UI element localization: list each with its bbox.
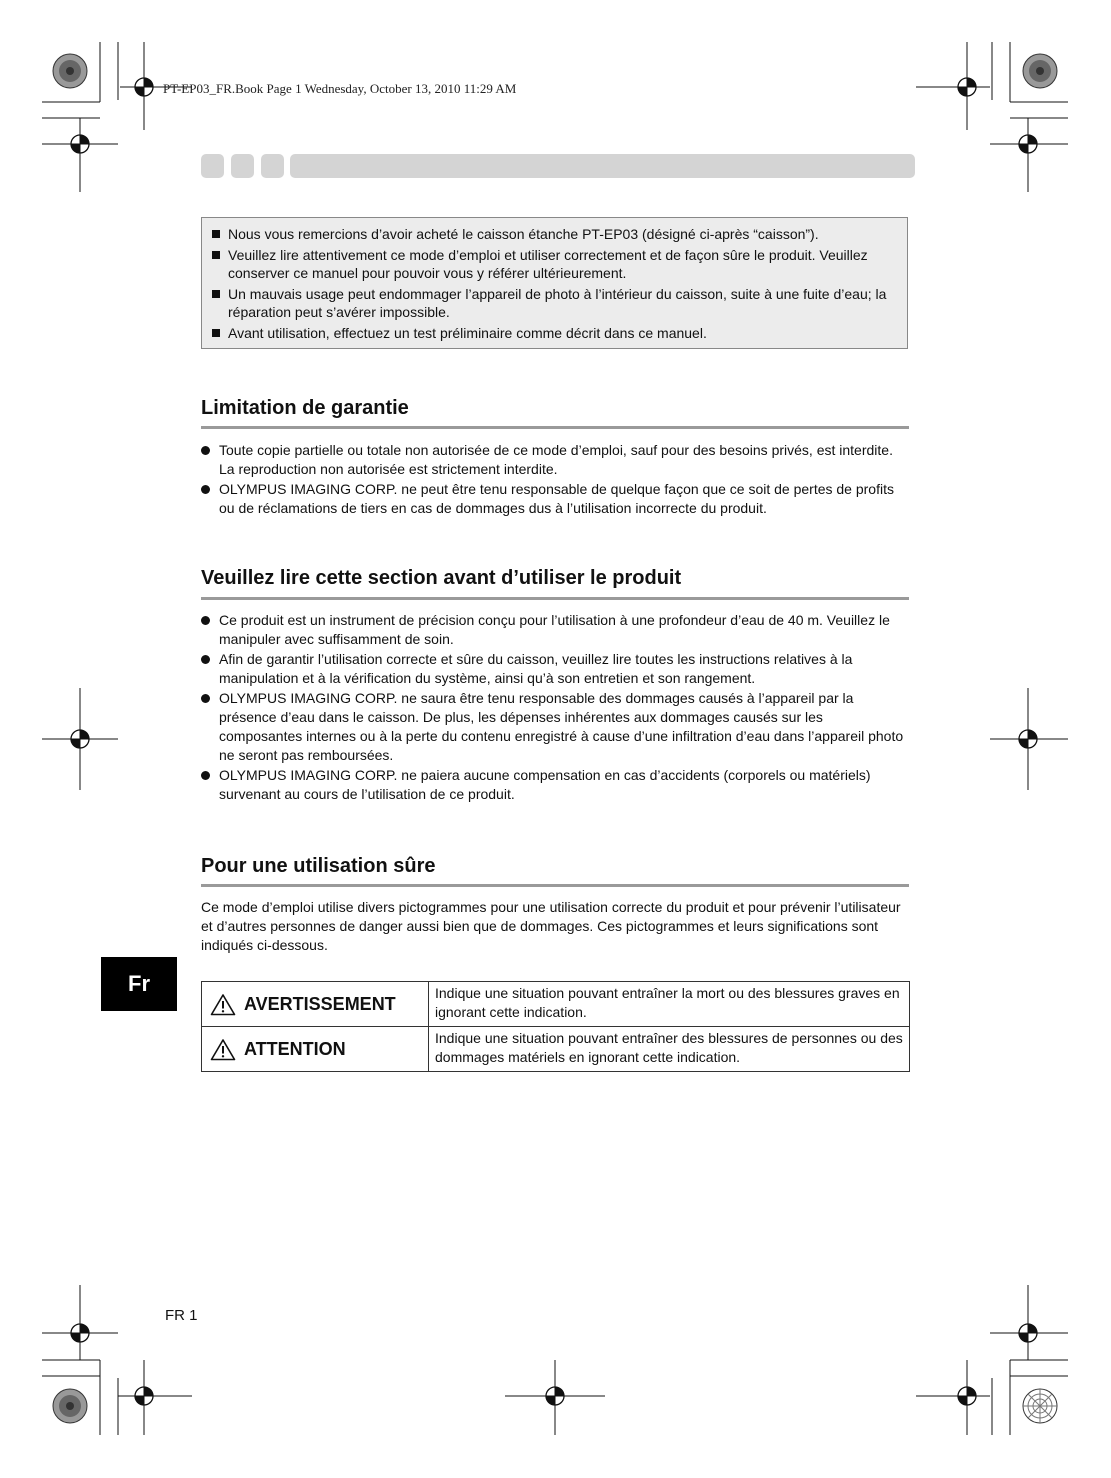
list-item: OLYMPUS IMAGING CORP. ne peut être tenu responsable de quelque façon que ce soit de pertes de profits ou de réclamations de tiers en cas de dommages dus à l’utilisation incorrecte du produit. bbox=[201, 480, 909, 518]
section-rule bbox=[201, 884, 909, 887]
title-bar bbox=[290, 154, 915, 178]
square-bullet-icon bbox=[212, 251, 220, 259]
legend-label: ATTENTION bbox=[244, 1038, 346, 1059]
bullet-icon bbox=[201, 616, 210, 625]
print-header: PT-EP03_FR.Book Page 1 Wednesday, October 13, 2010 11:29 AM bbox=[163, 81, 517, 96]
warning-triangle-icon bbox=[210, 993, 236, 1016]
title-bar-block-1 bbox=[201, 154, 224, 178]
read-before-use-list bbox=[201, 611, 909, 805]
square-bullet-icon bbox=[212, 230, 220, 238]
list-item: Ce produit est un instrument de précision conçu pour l’utilisation à une profondeur d’eau de 40 m. Veuillez le manipuler avec suffisamment de soin. bbox=[201, 611, 909, 649]
section-title-safe-use: Pour une utilisation sûre bbox=[201, 855, 436, 877]
legend-description: Indique une situation pouvant entraîner des blessures de personnes ou des dommages matériels en ignorant cette indication. bbox=[429, 1027, 910, 1072]
legend-label: AVERTISSEMENT bbox=[244, 993, 396, 1014]
section-title-warranty: Limitation de garantie bbox=[201, 397, 409, 419]
pictogram-legend-table bbox=[201, 981, 910, 1072]
section-rule bbox=[201, 426, 909, 429]
notice-item: Nous vous remercions d’avoir acheté le caisson étanche PT-EP03 (désigné ci-après “caisson”). bbox=[212, 225, 897, 244]
page-number: FR 1 bbox=[165, 1307, 198, 1324]
title-bar-block-3 bbox=[261, 154, 284, 178]
legend-label-cell bbox=[202, 1027, 429, 1072]
list-item: OLYMPUS IMAGING CORP. ne saura être tenu responsable des dommages causés à l’appareil par la présence d’eau dans le caisson. De plus, les dépenses inhérentes aux dommages causés sur les composantes internes ou à la perte du contenu enregistré à cause d’une infiltration d’eau dans l’appareil photo ne seront pas remboursées. bbox=[201, 689, 909, 765]
bullet-icon bbox=[201, 446, 210, 455]
legend-label-cell bbox=[202, 982, 429, 1027]
notice-box bbox=[201, 217, 908, 349]
bullet-icon bbox=[201, 485, 210, 494]
square-bullet-icon bbox=[212, 290, 220, 298]
bullet-icon bbox=[201, 771, 210, 780]
safe-use-intro: Ce mode d’emploi utilise divers pictogrammes pour une utilisation correcte du produit et pour prévenir l’utilisateur et d’autres personnes de danger aussi bien que de dommages. Ces pictogrammes et leurs significations sont indiqués ci-dessous. bbox=[201, 899, 901, 953]
title-bar-block-2 bbox=[231, 154, 254, 178]
warranty-list bbox=[201, 441, 909, 519]
list-item: OLYMPUS IMAGING CORP. ne paiera aucune compensation en cas d’accidents (corporels ou matériels) survenant au cours de l’utilisation de ce produit. bbox=[201, 766, 909, 804]
warning-triangle-icon bbox=[210, 1038, 236, 1061]
notice-item: Veuillez lire attentivement ce mode d’emploi et utiliser correctement et de façon sûre le produit. Veuillez conserver ce manuel pour pouvoir vous y référer ultérieurement. bbox=[212, 246, 897, 283]
notice-item: Avant utilisation, effectuez un test préliminaire comme décrit dans ce manuel. bbox=[212, 324, 897, 343]
section-rule bbox=[201, 597, 909, 600]
square-bullet-icon bbox=[212, 329, 220, 337]
table-row bbox=[202, 982, 910, 1027]
bullet-icon bbox=[201, 694, 210, 703]
bullet-icon bbox=[201, 655, 210, 664]
list-item: Toute copie partielle ou totale non autorisée de ce mode d’emploi, sauf pour des besoins privés, est interdite. La reproduction non autorisée est strictement interdite. bbox=[201, 441, 909, 479]
section-title-read-before-use: Veuillez lire cette section avant d’utiliser le produit bbox=[201, 567, 682, 589]
language-tab: Fr bbox=[101, 957, 177, 1011]
table-row bbox=[202, 1027, 910, 1072]
list-item: Afin de garantir l’utilisation correcte et sûre du caisson, veuillez lire toutes les instructions relatives à la manipulation et à la vérification du système, ainsi qu’à son entretien et son rangement. bbox=[201, 650, 909, 688]
notice-item: Un mauvais usage peut endommager l’appareil de photo à l’intérieur du caisson, suite à une fuite d’eau; la réparation peut s’avérer impossible. bbox=[212, 285, 897, 322]
legend-description: Indique une situation pouvant entraîner la mort ou des blessures graves en ignorant cette indication. bbox=[429, 982, 910, 1027]
